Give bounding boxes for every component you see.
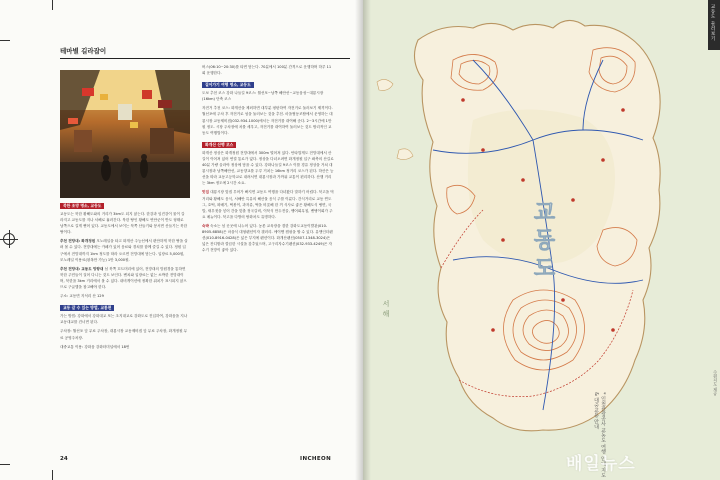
paragraph-text: 대룡시장 맛집 투어가 빠지면 교동도 여행을 다녀왔다 말하기 어렵다. 북고을 먹거리와 황해도 음식, 서해안 특유의 해산물 음식 주를 이룬다. 간식거리로 교동 찐도그, 호떡, 꽈배기, 떡볶이, 과자류, 떡을 비롯해 한 끼 식사로 좋은 황해도식 냉면, 국밥, 새우젓을 넣어 간을 맞춘 젓국갈비, 이북식 만두전골, 뱅어회무침, 밴댕이회가 주요 메뉴이다. 북고을 다방의 쌍화차도 유명하다. — [202, 190, 334, 219]
section-header — [60, 46, 350, 59]
paragraph: 교동도는 북한 황해도와의 거리가 3km도 되지 않는다. 한강과 임진강이 물이 갈라지고 교동도를 지나 서해로 흘러간다. 북한 땅인 황해도 연안군이 반도 형태로 남쪽으로 길게 뻗어 있다. 교동도에서 보이는 북쪽 산들기와 봉서면 산들기는 북한 땅이다. — [60, 212, 188, 235]
paragraph: 주차장: 월선포 앞 무료 주차장, 대룡시장 교동제비집 앞 무료 주차장, 화개정원 무료 공영주차장. — [60, 329, 188, 340]
section-title: 테마별 길라잡이 — [60, 47, 107, 55]
article-column-left — [60, 200, 188, 353]
paragraph: 도보 추천 코스 강화 나들길 9코스: 월선포~남쪽 해안선~교동읍성~대룡시장 (16km) 단축 코스 — [202, 91, 324, 102]
vertical-credit: 수원지도 제공 — [713, 370, 718, 396]
address-line: 주소: 교동면 지석리 산 129 — [60, 294, 104, 299]
paragraph — [202, 189, 334, 219]
inline-heading-food: 맛집 — [202, 190, 209, 195]
watermark-logo: 배일뉴스 — [566, 454, 636, 474]
paragraph — [202, 223, 334, 253]
subheading-north-view: 북한 조망 명소, 교동도 — [60, 203, 104, 209]
paragraph-text: 모노레일을 타고 화개산 주능선에서 편안하게 북한 땅을 살펴 볼 수 있다. 전망대에는 카페가 있어 음료와 경치를 함께 즐길 수 있다. 정원 입구에서 전망대까지 1km 정도를 따라 오르면 전망대에 닿는다. 입장료 5,000원, 모노레일 이용료(왕복만 가능) 1만 3,000원. — [60, 239, 188, 262]
inline-heading-lodging: 숙박 — [202, 223, 209, 228]
crop-mark — [52, 0, 53, 10]
paragraph-text: 숙소는 섬 곳곳에 나누어 있다. 농촌 교육장을 겸한 강화도교동이발관(010-8905-6858)은 마을식 대형펜션이자 갤러리. 에이엔 캠핑을 할 수 있다. 유앤인더펜션(010-8916-0428)은 넓은 부지에 펜션이다. 화개산펜션(0507-1348-3024)은 넓은 잔디밭과 깔끔한 시설을 갖추었으며, 고구리자수기펜션(032-933-4249)은 자수기 전망이 좋아 있다. — [202, 223, 333, 253]
market-photo-illustration — [60, 70, 190, 198]
sea-label: 서해 — [382, 300, 390, 320]
island-name-label: 교동도 — [530, 200, 555, 284]
paragraph: 대중교통 이용: 강화읍 강화터미널에서 18번 — [60, 344, 130, 349]
side-tab — [708, 0, 720, 50]
paragraph: 화개산 정상은 화개정원 전망대에서 300m 떨어져 있다. 안타깝게도 전망대에서 산길이 이어져 있어 연결 통로가 없다. 정상을 다녀오려면 화개정원 입구 좌측의 산길로 40분 가량 올라야 정상에 닿을 수 있다. 강화나들길 9코스 이를 경유 정상을 거쳐 대룡시장과 남쪽해안선, 교동향교를 두루 거치는 16km 정거리 코스가 된다. 하산은 능선을 따라 교동고등학교로 내려서면 대룡시장과 가까워 교통이 편리하다. 산행 거리는 3km 정도에 2시간 소요. — [202, 150, 334, 186]
market-photo — [60, 70, 190, 198]
registration-mark-left — [3, 233, 15, 245]
crop-mark — [0, 464, 10, 465]
islet — [377, 79, 393, 90]
subheading-walking: 걸어가기 여행 명소, 교동도 — [202, 82, 254, 88]
crop-mark — [52, 470, 53, 480]
paragraph: 가는 방법: 강화에서 강화대교 또는 초지대교로 강화도로 진입하여, 강화읍을 지나 교동대교를 건너면 된다. — [60, 314, 188, 325]
map-legend: * 인천관광공사 교동도 여행 안내 지도 & 대중교통 안내 — [593, 392, 606, 478]
map-page — [363, 0, 720, 480]
inline-heading: 추천 전망대: 교동도 망향대 — [60, 266, 104, 271]
paragraph — [60, 238, 188, 262]
book-gutter — [355, 0, 371, 480]
paragraph-text: 섬 북쪽 끄트머리에 있어, 전망대의 망원경을 통하면 북한 주민들이 걸어 다니는 것도 보인다. 벤치와 입장료는 없는 소박한 전망대이며, 북한을 3km 거리에서 볼 수 있다. 내비게이션에 정확한 위치가 표시되지 않으므로 구글맵을 참고해야 한다. — [60, 266, 187, 290]
inline-heading: 추천 전망대: 화개정원 — [60, 239, 96, 244]
islet — [397, 149, 413, 160]
paragraph: 자전거 추천 코스: 화개산을 제외하면 대부분 평탄하여 자전거로 둘러보기 제격이다. 월선포에 주차 후 자전거로 섬을 둘러보는 것을 추천. 마을협동조합에서 운영하는 대룡시장 교동제비집(032-934-1000)에서는 자전거를 대여해 준다. 2~3시간에 1만 원 정도. 시장 주차장에 차를 세우고, 자전거를 대여하여 둘러보는 것도 합리적인 교동도 여행법이다. — [202, 106, 333, 135]
subheading-transport: 교동 갈 수 있는 방법, 교통편 — [60, 305, 114, 311]
subheading-hiking: 화개산 산행 코스 — [202, 142, 236, 148]
article-column-right — [202, 64, 334, 256]
crop-mark — [0, 40, 10, 41]
paragraph: 버스(06:10~20:30)를 타면 닿는다. 70분에서 100분 간격으로 운행하며 하루 11회 운행한다. — [202, 65, 332, 76]
magazine-brand: INCHEON — [300, 456, 332, 462]
side-tab-label: 교동도 둘러보기 — [710, 4, 715, 41]
page-number: 24 — [60, 456, 68, 462]
paragraph — [60, 266, 188, 290]
